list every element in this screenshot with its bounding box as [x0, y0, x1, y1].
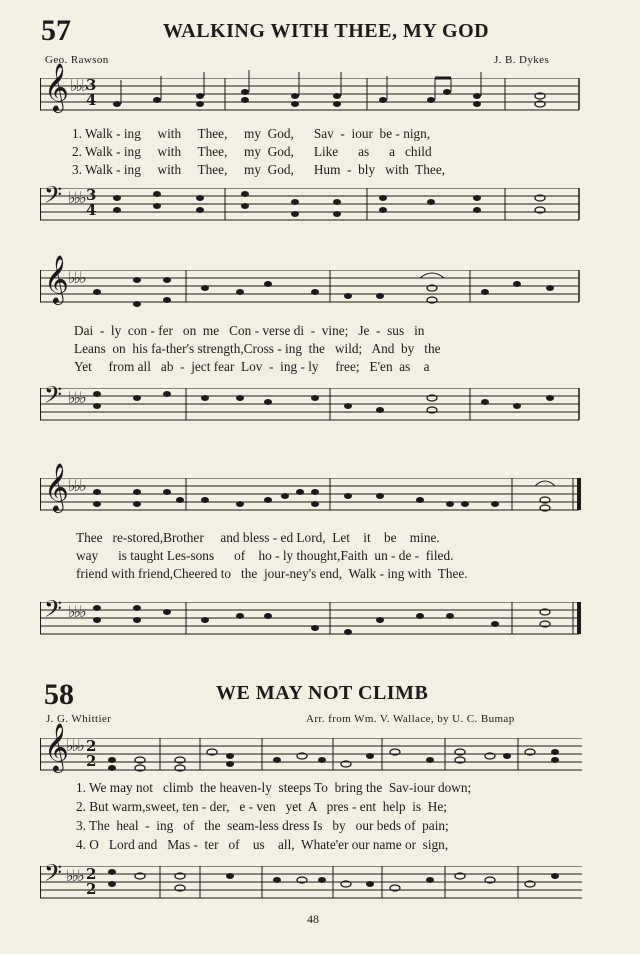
lyric-line: Leans on his fa-ther's strength,Cross - ing the wild; And by the — [74, 341, 441, 356]
lyric-line: Dai - ly con - fer on me Con - verse di - vine; Je - sus in — [74, 323, 425, 338]
treble-clef-icon: 𝄞 — [44, 62, 69, 111]
words-credit: Geo. Rawson — [45, 54, 109, 66]
lyric-line: friend with friend,Cheered to the jour-ney's end, Walk - ing with Thee. — [76, 566, 468, 581]
staff-system-3-bass — [40, 602, 585, 642]
bass-clef-icon: 𝄢 — [44, 859, 63, 892]
bass-clef-icon: 𝄢 — [44, 181, 63, 214]
key-signature-flats: ♭♭♭ — [68, 188, 85, 207]
bass-clef-icon: 𝄢 — [44, 381, 63, 414]
hymn-number: 58 — [44, 678, 74, 711]
staff-system-2-treble — [40, 270, 585, 310]
lyric-line: 3. The heal - ing of the seam-less dress Is by our beds of pain; — [76, 818, 449, 833]
page-number: 48 — [307, 912, 319, 926]
staff-hymn58-treble — [40, 738, 585, 778]
hymn-number: 57 — [41, 14, 71, 47]
lyric-line: 2. Walk - ing with Thee, my God, Like as a child — [72, 144, 432, 159]
time-signature: 3 4 — [86, 76, 97, 109]
system-1-treble-notes — [105, 70, 585, 120]
lyric-line: Thee re-stored,Brother and bless - ed Lord, Let it be mine. — [76, 530, 440, 545]
time-signature: 2 2 — [86, 737, 97, 770]
music-credit: Arr. from Wm. V. Wallace, by U. C. Bumap — [306, 713, 515, 725]
key-signature-flats: ♭♭♭ — [68, 476, 85, 495]
treble-clef-icon: 𝄞 — [44, 254, 69, 303]
bass-clef-icon: 𝄢 — [44, 595, 63, 628]
music-credit: J. B. Dykes — [494, 54, 550, 66]
lyric-line: way is taught Les-sons of ho - ly thought,Faith un - de - filed. — [76, 548, 454, 563]
staff-system-2-bass — [40, 388, 585, 428]
time-signature: 3 4 — [86, 186, 97, 219]
hymn-title: WE MAY NOT CLIMB — [216, 682, 429, 704]
staff-hymn58-bass — [40, 866, 585, 906]
lyric-line: 1. Walk - ing with Thee, my God, Sav - iour be - nign, — [72, 126, 431, 141]
time-signature: 2 2 — [86, 865, 97, 898]
words-credit: J. G. Whittier — [46, 713, 112, 725]
lyric-line: 2. But warm,sweet, ten - der, e - ven yet A pres - ent help is He; — [76, 799, 447, 814]
staff-system-3-treble — [40, 478, 585, 518]
key-signature-flats: ♭♭♭ — [68, 388, 85, 407]
treble-clef-icon: 𝄞 — [44, 462, 69, 511]
treble-clef-icon: 𝄞 — [44, 722, 69, 771]
key-signature-flats: ♭♭♭ — [68, 602, 85, 621]
staff-system-1-bass — [40, 188, 585, 228]
key-signature-flats: ♭♭♭ — [68, 268, 85, 287]
lyric-line: 4. O Lord and Mas - ter of us all, Whate'er our name or sign, — [76, 837, 449, 852]
key-signature-flats: ♭♭♭ — [66, 866, 83, 885]
key-signature-flats: ♭♭♭ — [70, 76, 87, 95]
key-signature-flats: ♭♭♭ — [66, 736, 83, 755]
hymn-title: WALKING WITH THEE, MY GOD — [163, 20, 490, 42]
lyric-line: Yet from all ab - ject fear Lov - ing - ly free; E'en as a — [74, 359, 430, 374]
lyric-line: 1. We may not climb the heaven-ly steeps To bring the Sav-iour down; — [76, 780, 472, 795]
lyric-line: 3. Walk - ing with Thee, my God, Hum - bly with Thee, — [72, 162, 446, 177]
